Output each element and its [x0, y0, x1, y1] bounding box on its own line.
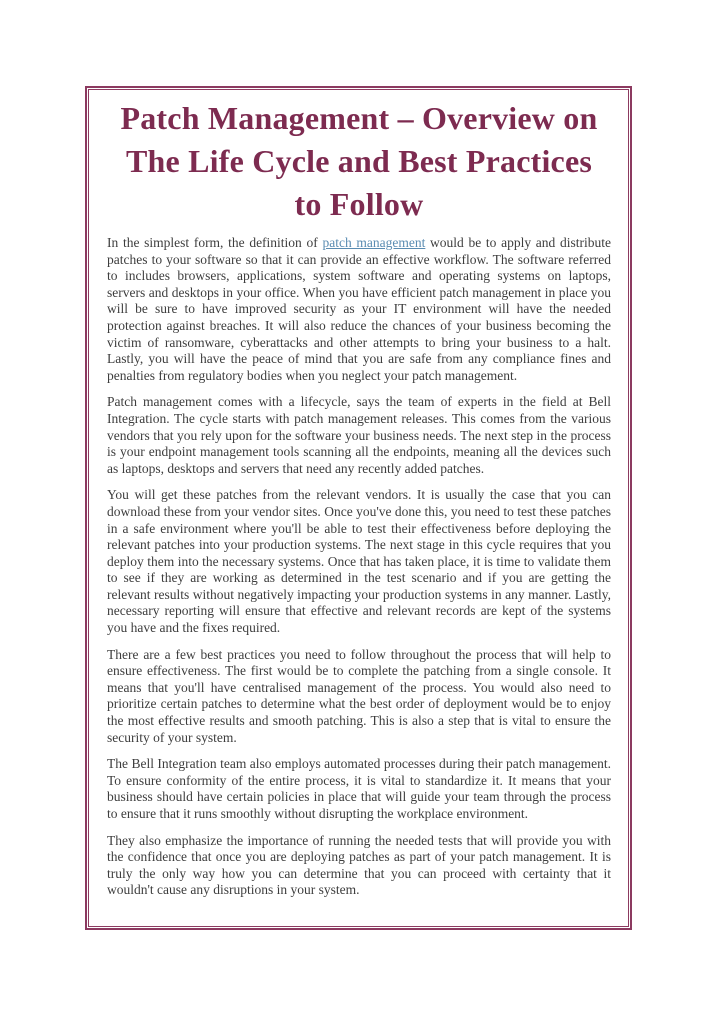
- paragraph-lifecycle: Patch management comes with a lifecycle, says the team of experts in the field at Bell Integration. The cycle starts with patch management releases. This comes from the various vendors that you rely upon for the software your business needs. The next step in the process is your endpoint management tools scanning all the endpoints, meaning all the devices such as laptops, desktops and servers that need any recently added patches.: [107, 394, 611, 476]
- paragraph-testing-importance: They also emphasize the importance of running the needed tests that will provide you with the confidence that once you are deploying patches as part of your patch management. It is truly the only way how you can determine that you can proceed with certainty that it wouldn't cause any disruptions in your system.: [107, 832, 611, 898]
- paragraph-intro-before-link: In the simplest form, the definition of: [107, 235, 323, 250]
- paragraph-automation: The Bell Integration team also employs automated processes during their patch management. To ensure conformity of the entire process, it is vital to standardize it. It means that your business should have certain policies in place that will guide your team through the process to ensure that it runs smoothly without disrupting the workplace environment.: [107, 756, 611, 821]
- paragraph-vendors-testing: You will get these patches from the relevant vendors. It is usually the case that you can download these from your vendor sites. Once you've done this, you need to test these patches in a safe environment where you'll be able to test their effectiveness before deploying the relevant patches into your production systems. The next stage in this cycle requires that you deploy them into the necessary systems. Once that has taken place, it is time to validate them to see if they are working as determined in the test scenario and if you are getting the relevant results without negatively impacting your production systems in any manner. Lastly, necessary reporting will ensure that effective and relevant records are kept of the systems you have and the fixes required.: [107, 487, 611, 636]
- patch-management-link[interactable]: patch management: [322, 235, 426, 250]
- paragraph-intro: [107, 235, 611, 384]
- paragraph-intro-after-link: would be to apply and distribute patches to your software so that it can provide an effective workflow. The software referred to includes browsers, applications, system software and operating systems on laptops, servers and desktops in your office. When you have efficient patch management in place you will be sure to have improved security as your IT environment will have the needed protection against breaches. It will also reduce the chances of your business becoming the victim of ransomware, cyberattacks and other attempts to bring your business to a halt. Lastly, you will have the peace of mind that you are safe from any compliance fines and penalties from regulatory bodies when you neglect your patch management.: [107, 235, 611, 383]
- document-content-area: [88, 89, 629, 927]
- page-title: Patch Management – Overview on The Life Cycle and Best Practices to Follow: [120, 100, 598, 222]
- paragraph-best-practices: There are a few best practices you need to follow throughout the process that will help to ensure effectiveness. The first would be to complete the patching from a single console. It means that you'll have centralised management of the process. You would also need to prioritize certain patches to determine what the best order of deployment would be to enjoy the most effective results and smooth patching. This is also a step that is vital to ensure the security of your system.: [107, 646, 611, 745]
- page-border-frame: [85, 86, 632, 930]
